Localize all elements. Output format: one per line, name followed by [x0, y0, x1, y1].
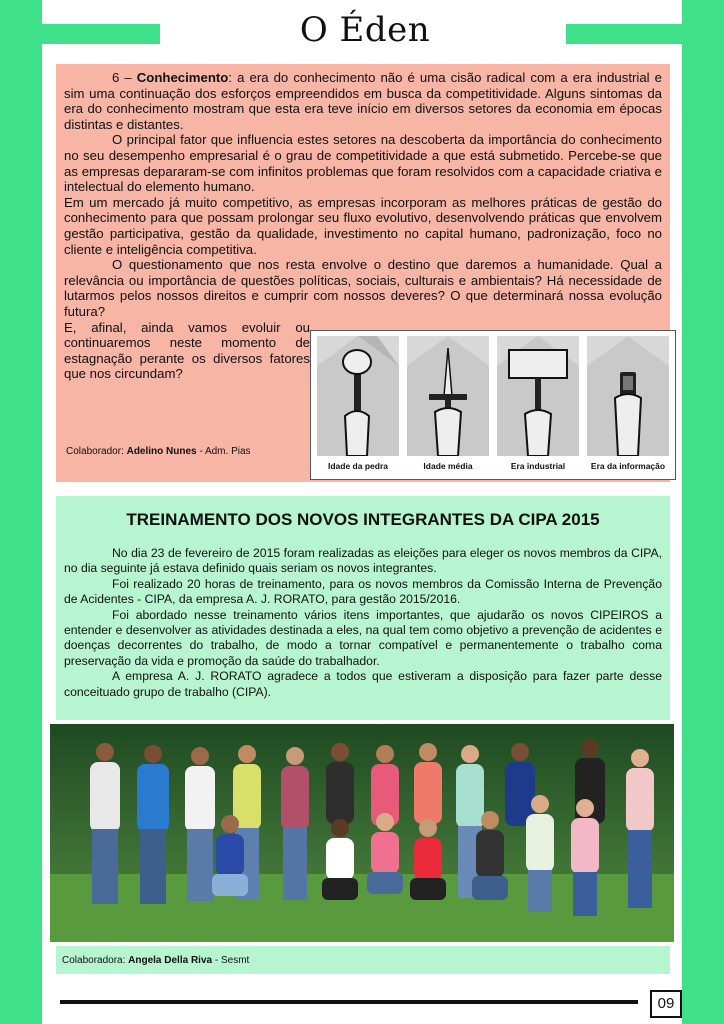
magazine-title: O Éden: [299, 10, 431, 50]
middle-age-panel: [407, 336, 489, 456]
caption-information-era: Era da informação: [590, 461, 666, 471]
header-bar-right: [566, 24, 724, 44]
industrial-era-panel: [497, 336, 579, 456]
paragraph: E, afinal, ainda vamos evoluir ou continuaremos neste momento de estagnação perante os diversos fatores que nos circundam?: [64, 319, 310, 382]
credit-name: Angela Della Riva: [128, 955, 213, 966]
paragraph: Foi realizado 20 horas de treinamento, para os novos membros da Comissão Interna de Prevenção de Acidentes - CIPA, da empresa A. J. RORATO, para gestão 2015/2016.: [64, 576, 662, 607]
item-number: 6 –: [112, 70, 137, 85]
paragraph: A empresa A. J. RORATO agradece a todos que estiveram a disposição para fazer parte desse conceituado grupo de trabalho (CIPA).: [64, 669, 662, 699]
article-cipa-body: [64, 546, 662, 700]
caption-stone-age: Idade da pedra: [328, 461, 388, 471]
caption-industrial-era: Era industrial: [510, 461, 566, 471]
footer-rule: [60, 1000, 638, 1004]
evolution-illustration: [310, 330, 676, 480]
author-credit: [62, 955, 249, 966]
header-bar-left: [0, 24, 160, 44]
item-heading: Conhecimento: [136, 70, 229, 85]
stone-age-panel: [317, 336, 399, 456]
group-photo: [50, 724, 674, 942]
author-credit: [66, 446, 251, 457]
page-number: 09: [650, 990, 682, 1018]
paragraph: No dia 23 de fevereiro de 2015 foram realizadas as eleições para eleger os novos membros da CIPA, no dia seguinte já estava definido quais seriam os novos integrantes.: [64, 546, 662, 576]
photo-credit-box: [56, 946, 670, 974]
credit-role: - Adm. Pias: [196, 446, 251, 457]
credit-role: - Sesmt: [212, 955, 250, 966]
paragraph: O principal fator que influencia estes setores na descoberta da importância do conhecimento no seu desempenho empresarial é o grau de competitividade a que está submetido. Percebe-se que as empresas depararam-se com infinitos problemas que foram resolvidos com a capacidade criativa e intelectual do elemento humano.: [64, 132, 662, 195]
paragraph-text: : a era do conhecimento não é uma cisão radical com a era industrial e sim uma continuação dos esforços empreendidos em busca da competitividade. Alguns sintomas da era do conhecimento mostram que esta era teve início em diversos setores da economia em épocas distintas e distantes.: [64, 70, 662, 132]
article-title: TREINAMENTO DOS NOVOS INTEGRANTES DA CIPA 2015: [126, 510, 600, 529]
caption-middle-age: Idade média: [423, 461, 473, 471]
article-cipa-training: [56, 496, 670, 720]
credit-label: Colaboradora:: [62, 955, 129, 966]
credit-label: Colaborador:: [66, 446, 127, 457]
paragraph: Foi abordado nesse treinamento vários itens importantes, que ajudarão os novos CIPEIROS a entender e desenvolver as atividades destinada a eles, na qual tem como objetivo a prevenção de acidentes e doenças decorrentes do trabalho, de modo a tornar compatível e permanentemente o trabalho coma preservação da vida e promoção da saúde do trabalhador.: [64, 607, 662, 668]
paragraph: [64, 70, 662, 132]
paragraph: O questionamento que nos resta envolve o destino que daremos a humanidade. Qual a relevância ou importância de questões políticas, sociais, culturais e ambientais? Há necessidade de lutarmos pelos nossos direitos e cumprir com nossos deveres? O que determinará nossa evolução futura?: [64, 257, 662, 319]
credit-name: Adelino Nunes: [126, 446, 197, 457]
paragraph: Em um mercado já muito competitivo, as empresas incorporam as melhores práticas de gestão do conhecimento para que possam prolongar seu fluxo evolutivo, desenvolvendo práticas que envolvem gestão participativa, gestão da qualidade, investimento no capital humano, padronização, foco no cliente e inteligência competitiva.: [64, 194, 662, 257]
information-era-panel: [587, 336, 669, 456]
